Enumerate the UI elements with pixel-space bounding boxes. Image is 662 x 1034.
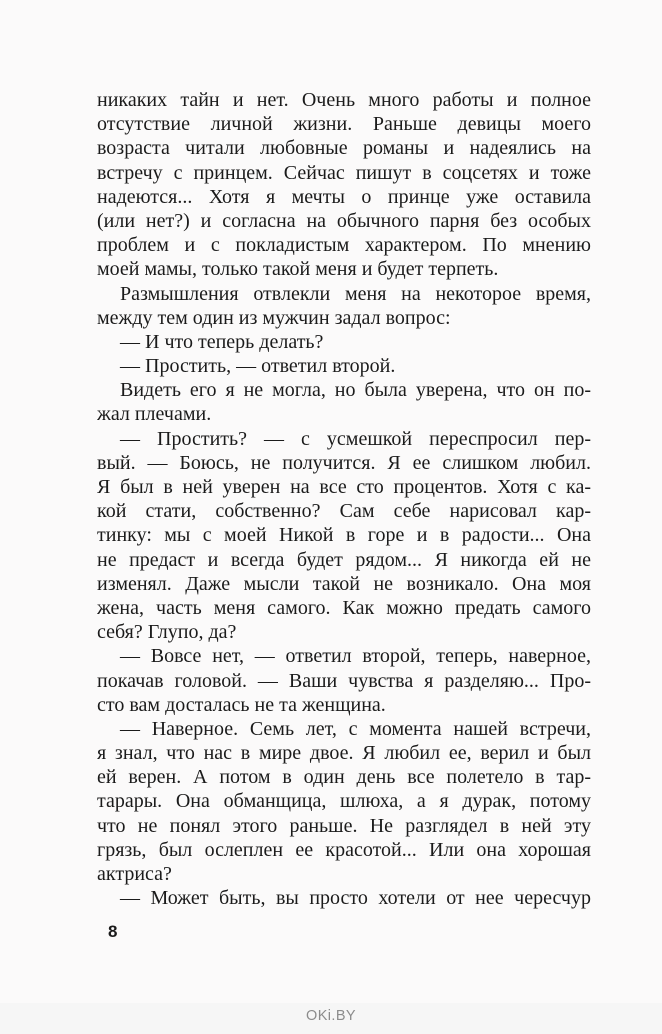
footer-strip — [0, 1003, 662, 1034]
text-line: — Наверное. Семь лет, с момента нашей встречи, — [120, 717, 591, 740]
text-line: между тем один из мужчин задал вопрос: — [97, 306, 451, 329]
page-number: 8 — [108, 922, 118, 941]
page-text — [97, 88, 591, 910]
text-line: надеются... Хотя я мечты о принце уже оставила — [97, 185, 591, 208]
text-line: я знал, что нас в мире двое. Я любил ее, верил и был — [97, 742, 591, 765]
text-line: вый. — Боюсь, не получится. Я ее слишком любил. — [97, 451, 591, 474]
text-line: сто вам досталась не та женщина. — [97, 693, 386, 716]
text-line: Видеть его я не могла, но была уверена, что он по- — [120, 379, 591, 402]
text-line: жена, часть меня самого. Как можно предать самого — [97, 596, 591, 619]
text-line: что не понял этого раньше. Не разглядел в ней эту — [97, 814, 591, 837]
text-line: изменял. Даже мысли такой не возникало. Она моя — [97, 572, 591, 595]
text-line: — Вовсе нет, — ответил второй, теперь, наверное, — [120, 645, 591, 668]
text-line: грязь, был ослеплен ее красотой... Или она хорошая — [97, 838, 591, 861]
text-line: проблем и с покладистым характером. По мнению — [97, 234, 591, 257]
text-line: моей мамы, только такой меня и будет терпеть. — [97, 258, 499, 281]
text-line: никаких тайн и нет. Очень много работы и полное — [97, 89, 591, 111]
text-line: — Простить, — ответил второй. — [120, 355, 396, 378]
text-line: тарары. Она обманщица, шлюха, а я дурак, потому — [97, 790, 591, 813]
text-line: — И что теперь делать? — [120, 330, 324, 353]
text-line: Я был в ней уверен на все сто процентов. Хотя с ка- — [97, 476, 591, 498]
watermark-oki-by: OKi.BY — [306, 1007, 356, 1024]
text-line: жал плечами. — [97, 403, 212, 426]
text-line: ей верен. А потом в один день все полетело в тар- — [97, 766, 591, 789]
text-line: Размышления отвлекли меня на некоторое время, — [120, 282, 591, 305]
text-line: себя? Глупо, да? — [97, 621, 237, 644]
text-line: не предаст и всегда будет рядом... Я никогда ей не — [97, 548, 591, 571]
text-line: встречу с принцем. Сейчас пишут в соцсетях и тоже — [97, 161, 591, 184]
text-line: актриса? — [97, 863, 172, 885]
text-line: — Простить? — с усмешкой переспросил пер- — [120, 427, 591, 450]
text-line: тинку: мы с моей Никой в горе и в радости... Она — [97, 524, 591, 547]
text-line: возраста читали любовные романы и надеялись на — [97, 137, 591, 160]
text-line: — Может быть, вы просто хотели от нее чересчур — [120, 887, 591, 910]
text-line: покачав головой. — Ваши чувства я разделяю... Про- — [97, 669, 591, 692]
text-line: кой стати, собственно? Сам себе нарисовал кар- — [97, 500, 591, 523]
text-line: (или нет?) и согласна на обычного парня без особых — [97, 209, 591, 232]
text-line: отсутствие личной жизни. Раньше девицы моего — [97, 113, 591, 136]
